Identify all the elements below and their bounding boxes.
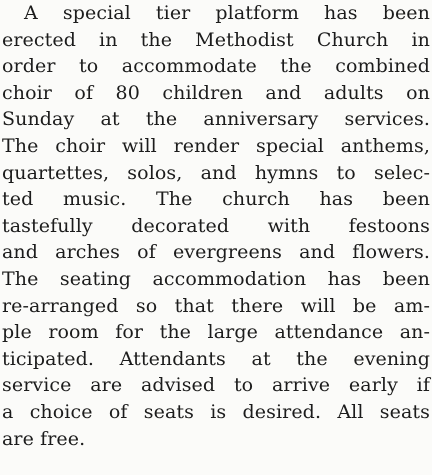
article-line: ted music. The church has been bbox=[2, 188, 430, 211]
article-line: re-arranged so that there will be am- bbox=[2, 294, 430, 317]
article-line: A special tier platform has been bbox=[24, 2, 430, 24]
article-line: ticipated. Attendants at the evening bbox=[2, 347, 430, 370]
article-line: erected in the Methodist Church in bbox=[2, 28, 430, 51]
article-line: ple room for the large attendance an- bbox=[2, 321, 430, 344]
article-line: The choir will render special anthems, bbox=[2, 134, 430, 157]
article-line: a choice of seats is desired. All seats bbox=[2, 400, 430, 423]
article-line: Sunday at the anniversary services. bbox=[2, 108, 430, 131]
article-body bbox=[2, 0, 430, 452]
article-line: tastefully decorated with festoons bbox=[2, 214, 430, 237]
article-line: are free. bbox=[2, 427, 86, 450]
article-line: quartettes, solos, and hymns to selec- bbox=[2, 161, 430, 184]
article-line: order to accommodate the combined bbox=[2, 55, 430, 78]
article-line: The seating accommodation has been bbox=[2, 267, 430, 290]
article-line: and arches of evergreens and flowers. bbox=[2, 241, 430, 264]
article-line: choir of 80 children and adults on bbox=[2, 81, 430, 104]
article-line: service are advised to arrive early if bbox=[2, 374, 430, 397]
